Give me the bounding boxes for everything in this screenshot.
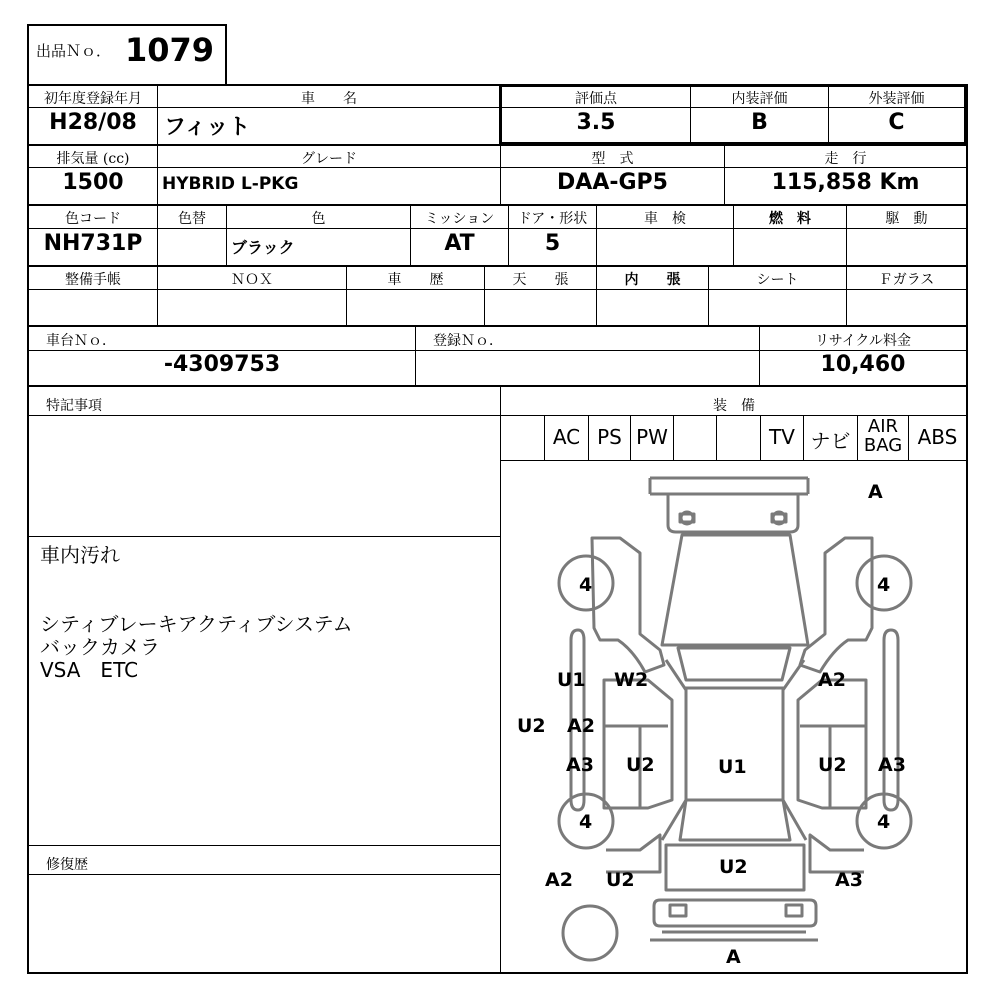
damage-mark: A3 bbox=[835, 869, 863, 891]
notes-label: 特記事項 bbox=[46, 398, 102, 414]
color-label: 色 bbox=[311, 211, 326, 227]
damage-mark: A bbox=[726, 946, 741, 968]
wheel-mark: 4 bbox=[877, 574, 891, 596]
service-book-label: 整備手帳 bbox=[65, 272, 121, 288]
damage-mark: A3 bbox=[566, 754, 594, 776]
recycling-fee-label: リサイクル料金 bbox=[814, 333, 912, 349]
mileage-value: 115,858 Km bbox=[771, 170, 920, 195]
first-registration-value: H28/08 bbox=[49, 110, 137, 135]
note-line: VSA ETC bbox=[40, 658, 139, 682]
equipment-abs: ABS bbox=[917, 425, 958, 449]
windshield-label: Ｆガラス bbox=[878, 272, 935, 288]
model-code-label: 型 式 bbox=[591, 151, 634, 167]
equipment-label: 装 備 bbox=[713, 398, 755, 414]
lot-number-label: 出品Ｎｏ． bbox=[36, 42, 112, 60]
damage-mark: U2 bbox=[626, 754, 655, 776]
interior-grade-value: B bbox=[751, 110, 768, 135]
damage-mark: U2 bbox=[818, 754, 847, 776]
exterior-grade-value: C bbox=[888, 110, 905, 135]
damage-mark: W2 bbox=[614, 669, 649, 691]
equipment-airbag: AIR BAG bbox=[863, 416, 903, 456]
repair-history-label: 修復歴 bbox=[46, 857, 88, 873]
registration-number-label: 登録Ｎｏ． bbox=[433, 333, 503, 349]
grade-label: グレード bbox=[301, 151, 357, 167]
damage-mark: A bbox=[868, 481, 883, 503]
nox-label: ＮＯＸ bbox=[231, 272, 273, 288]
wheel-mark: 4 bbox=[579, 574, 593, 596]
color-code-value: NH731P bbox=[43, 231, 143, 256]
damage-mark: A3 bbox=[878, 754, 906, 776]
exterior-grade-label: 外装評価 bbox=[868, 91, 925, 107]
recycling-fee-value: 10,460 bbox=[820, 352, 906, 377]
damage-mark: A2 bbox=[567, 715, 595, 737]
headliner-label: 天 張 bbox=[512, 272, 569, 288]
damage-mark: U2 bbox=[606, 869, 635, 891]
equipment-ac: AC bbox=[552, 425, 581, 449]
model-code-value: DAA-GP5 bbox=[557, 170, 668, 195]
chassis-number-label: 車台Ｎｏ． bbox=[46, 333, 116, 349]
color-change-label: 色替 bbox=[178, 211, 206, 227]
car-name-value: フィット bbox=[164, 115, 251, 140]
wheel-mark: 4 bbox=[877, 811, 891, 833]
damage-mark: U1 bbox=[557, 669, 586, 691]
equipment-pw: PW bbox=[636, 425, 668, 449]
note-line: 車内汚れ bbox=[40, 543, 120, 567]
first-registration-label: 初年度登録年月 bbox=[44, 91, 142, 107]
color-code-label: 色コード bbox=[65, 211, 121, 227]
equipment-navi: ナビ bbox=[810, 429, 851, 453]
displacement-value: 1500 bbox=[62, 170, 124, 195]
evaluation-score-label: 評価点 bbox=[575, 91, 617, 107]
damage-mark: U1 bbox=[718, 756, 747, 778]
damage-mark: U2 bbox=[517, 715, 546, 737]
interior-trim-label: 内 張 bbox=[624, 272, 681, 288]
damage-mark: A2 bbox=[545, 869, 573, 891]
grade-value: HYBRID L-PKG bbox=[162, 174, 299, 194]
displacement-label: 排気量 (cc) bbox=[56, 151, 130, 167]
transmission-label: ミッション bbox=[424, 211, 495, 227]
damage-mark: U2 bbox=[719, 856, 748, 878]
lot-number: 1079 bbox=[125, 31, 215, 69]
evaluation-score-value: 3.5 bbox=[576, 110, 616, 135]
doors-value: 5 bbox=[544, 231, 561, 256]
car-name-label: 車 名 bbox=[301, 91, 357, 107]
chassis-number-value: -4309753 bbox=[163, 352, 281, 377]
color-value: ブラック bbox=[231, 238, 295, 257]
doors-body-label: ドア・形状 bbox=[517, 211, 588, 227]
transmission-value: AT bbox=[444, 231, 475, 256]
drive-label: 駆 動 bbox=[885, 211, 928, 227]
seat-label: シート bbox=[756, 272, 799, 288]
vehicle-history-label: 車 歴 bbox=[387, 272, 444, 288]
damage-mark: A2 bbox=[818, 669, 846, 691]
interior-grade-label: 内装評価 bbox=[731, 91, 788, 107]
fuel-label: 燃 料 bbox=[769, 211, 811, 227]
inspection-label: 車 検 bbox=[644, 211, 686, 227]
wheel-mark: 4 bbox=[579, 811, 593, 833]
mileage-label: 走 行 bbox=[824, 151, 867, 167]
equipment-tv: TV bbox=[769, 425, 795, 449]
equipment-ps: PS bbox=[597, 425, 622, 449]
note-line: シティブレーキアクティブシステム bbox=[40, 612, 353, 636]
note-line: バックカメラ bbox=[40, 635, 160, 659]
